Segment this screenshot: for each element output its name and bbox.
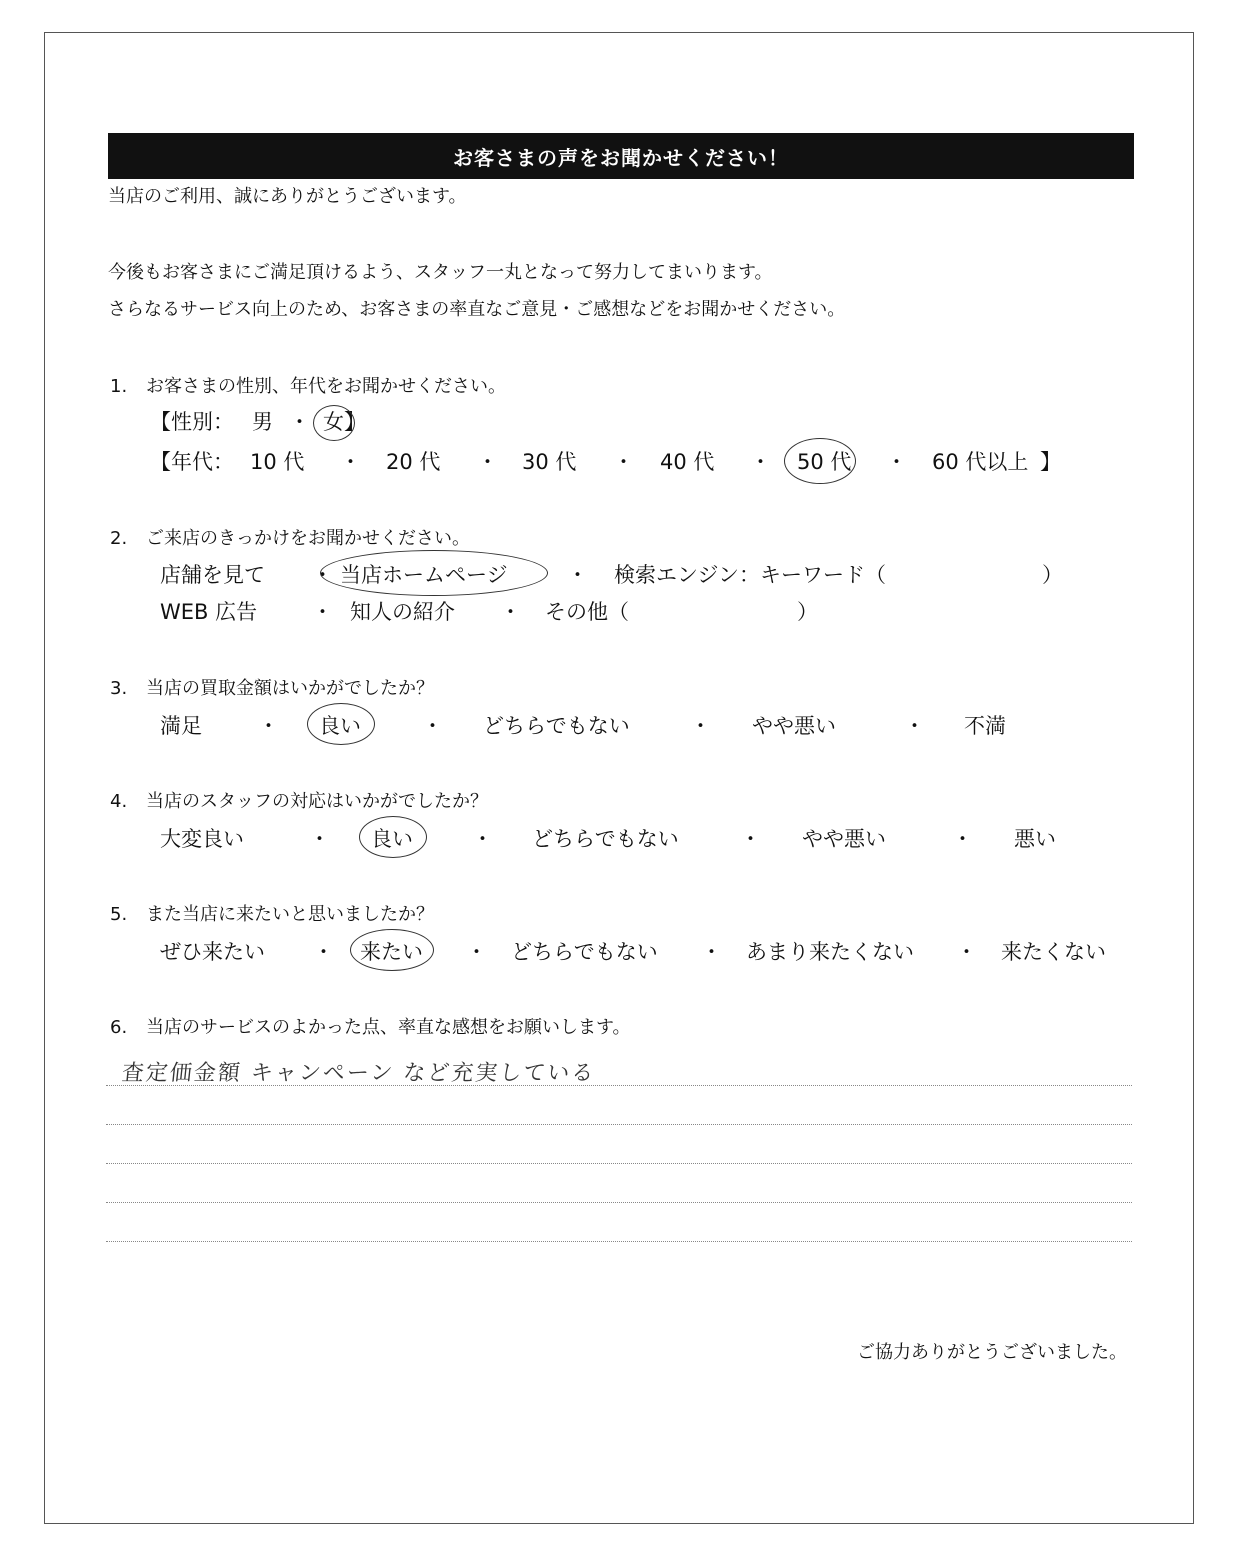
answer-line-5 [106, 1241, 1132, 1242]
q3-option-neutral[interactable]: どちらでもない [483, 714, 630, 738]
q2-option-other[interactable]: その他（ [545, 600, 629, 624]
q2-separator-2: ・ [567, 563, 588, 587]
q3-option-satisfied[interactable]: 満足 [160, 714, 202, 738]
q1-gender-option-male[interactable]: 男 [252, 410, 273, 434]
q1-age-option-20[interactable]: 20 代 [386, 450, 441, 474]
q2-number: 2. [110, 528, 128, 549]
q2-option-referral[interactable]: 知人の紹介 [350, 600, 455, 624]
q2-separator-1: ・ [312, 563, 333, 587]
q1-age-option-40[interactable]: 40 代 [660, 450, 715, 474]
answer-line-4 [106, 1202, 1132, 1203]
q1-age-option-30[interactable]: 30 代 [522, 450, 577, 474]
q5-separator-1: ・ [313, 940, 334, 964]
q6-number: 6. [110, 1017, 128, 1038]
closing-message: ご協力ありがとうございました。 [857, 1342, 1127, 1363]
q5-option-neutral[interactable]: どちらでもない [511, 940, 658, 964]
q4-question: 当店のスタッフの対応はいかがでしたか？ [146, 791, 488, 812]
q1-age-separator-3: ・ [613, 450, 634, 474]
q1-number: 1. [110, 376, 128, 397]
q3-number: 3. [110, 678, 128, 699]
q1-gender-option-female[interactable]: 女 [323, 410, 344, 434]
q3-option-good[interactable]: 良い [319, 714, 361, 738]
q5-option-not-really[interactable]: あまり来たくない [746, 940, 914, 964]
q4-option-very-good[interactable]: 大変良い [160, 827, 244, 851]
q3-separator-3: ・ [690, 714, 711, 738]
q6-handwritten-answer[interactable]: 査定価金額 キャンペーン など充実している [120, 1061, 597, 1086]
q4-option-bad[interactable]: 悪い [1014, 827, 1056, 851]
q2-option-homepage[interactable]: 当店ホームページ [340, 563, 508, 587]
q5-option-want-to[interactable]: 来たい [360, 940, 423, 964]
q4-number: 4. [110, 791, 128, 812]
q3-separator-2: ・ [422, 714, 443, 738]
q4-separator-3: ・ [740, 827, 761, 851]
q1-age-option-10[interactable]: 10 代 [250, 450, 305, 474]
q3-option-dissatisfied[interactable]: 不満 [964, 714, 1006, 738]
answer-line-1 [106, 1085, 1132, 1086]
q2-option-search-engine[interactable]: 検索エンジン：キーワード（ [614, 563, 886, 587]
q5-separator-3: ・ [701, 940, 722, 964]
q3-question: 当店の買取金額はいかがでしたか？ [146, 678, 434, 699]
q2-separator-3: ・ [312, 600, 333, 624]
q5-separator-4: ・ [956, 940, 977, 964]
answer-line-2 [106, 1124, 1132, 1125]
intro-line-2: 今後もお客さまにご満足頂けるよう、スタッフ一丸となって努力してまいります。 [108, 262, 773, 283]
q4-option-somewhat-bad[interactable]: やや悪い [802, 827, 886, 851]
q1-gender-prefix: 【性別： [150, 410, 234, 434]
q1-age-suffix: 】 [1040, 450, 1061, 474]
q4-option-neutral[interactable]: どちらでもない [532, 827, 679, 851]
answer-line-3 [106, 1163, 1132, 1164]
q1-gender-separator: ・ [289, 410, 310, 434]
q6-question: 当店のサービスのよかった点、率直な感想をお願いします。 [146, 1017, 631, 1038]
q4-option-good[interactable]: 良い [371, 827, 413, 851]
q2-keyword-close: ） [1042, 563, 1063, 587]
q1-gender-suffix: 】 [344, 410, 365, 434]
q3-separator-1: ・ [258, 714, 279, 738]
q5-question: また当店に来たいと思いましたか？ [146, 904, 434, 925]
q1-age-prefix: 【年代： [150, 450, 234, 474]
q5-separator-2: ・ [466, 940, 487, 964]
q1-age-separator-4: ・ [750, 450, 771, 474]
q1-age-option-50[interactable]: 50 代 [797, 450, 852, 474]
q5-option-no[interactable]: 来たくない [1001, 940, 1106, 964]
q1-question: お客さまの性別、年代をお聞かせください。 [146, 376, 506, 397]
q3-option-somewhat-bad[interactable]: やや悪い [752, 714, 836, 738]
q1-age-separator-5: ・ [886, 450, 907, 474]
q1-age-separator-1: ・ [340, 450, 361, 474]
survey-banner: お客さまの声をお聞かせください！ [108, 133, 1134, 179]
q4-separator-1: ・ [309, 827, 330, 851]
q2-separator-4: ・ [500, 600, 521, 624]
q4-separator-4: ・ [952, 827, 973, 851]
survey-frame [44, 32, 1194, 1524]
q2-option-web-ad[interactable]: WEB 広告 [160, 600, 258, 624]
q4-separator-2: ・ [472, 827, 493, 851]
q1-age-separator-2: ・ [477, 450, 498, 474]
q5-number: 5. [110, 904, 128, 925]
intro-line-3: さらなるサービス向上のため、お客さまの率直なご意見・ご感想などをお聞かせください。 [108, 299, 846, 320]
q2-option-store[interactable]: 店舗を見て [160, 563, 265, 587]
q3-separator-4: ・ [904, 714, 925, 738]
q2-other-close: ） [797, 600, 818, 624]
q1-age-option-60-plus[interactable]: 60 代以上 [932, 450, 1029, 474]
intro-line-1: 当店のご利用、誠にありがとうございます。 [108, 186, 467, 207]
q2-question: ご来店のきっかけをお聞かせください。 [146, 528, 470, 549]
q5-option-definitely[interactable]: ぜひ来たい [160, 940, 265, 964]
